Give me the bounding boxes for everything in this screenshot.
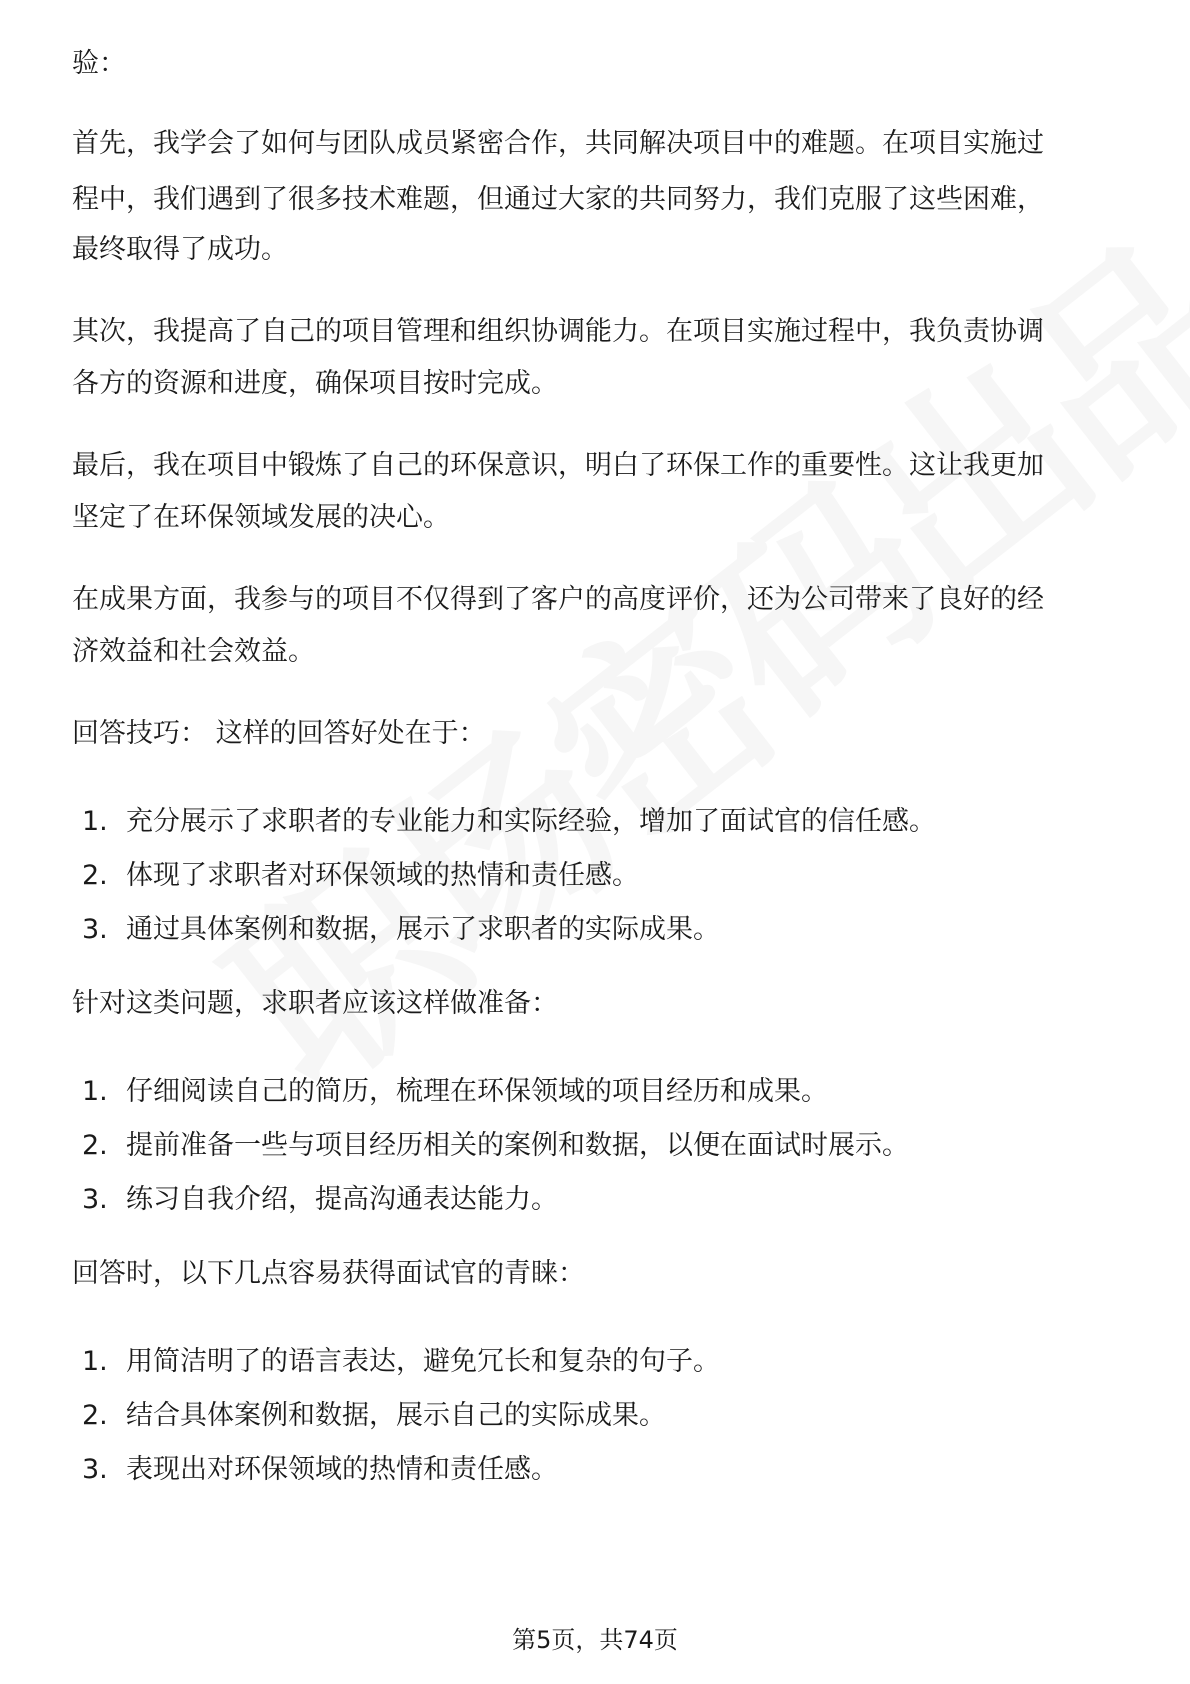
list-text: 用简洁明了的语言表达，避免冗长和复杂的句子。 (126, 1346, 720, 1377)
list-number: 2. (82, 860, 108, 891)
list-number: 1. (82, 806, 108, 837)
paragraph-line: 最后，我在项目中锻炼了自己的环保意识，明白了环保工作的重要性。这让我更加 (72, 450, 1044, 481)
list-number: 3. (82, 914, 108, 945)
list-text: 体现了求职者对环保领域的热情和责任感。 (126, 860, 639, 891)
list-number: 2. (82, 1400, 108, 1431)
paragraph-line: 在成果方面，我参与的项目不仅得到了客户的高度评价，还为公司带来了良好的经 (72, 584, 1044, 615)
list-item (82, 856, 1118, 896)
list-text: 结合具体案例和数据，展示自己的实际成果。 (126, 1400, 666, 1431)
section-heading: 针对这类问题，求职者应该这样做准备： (72, 988, 558, 1019)
paragraph-line: 济效益和社会效益。 (72, 636, 315, 667)
list-item (82, 1126, 1118, 1166)
list-text: 提前准备一些与项目经历相关的案例和数据，以便在面试时展示。 (126, 1130, 909, 1161)
paragraph-line: 验： (72, 48, 126, 79)
list-text: 表现出对环保领域的热情和责任感。 (126, 1454, 558, 1485)
list-text: 充分展示了求职者的专业能力和实际经验，增加了面试官的信任感。 (126, 806, 936, 837)
list-number: 1. (82, 1076, 108, 1107)
paragraph-line: 各方的资源和进度，确保项目按时完成。 (72, 368, 558, 399)
list-text: 仔细阅读自己的简历，梳理在环保领域的项目经历和成果。 (126, 1076, 828, 1107)
list-text: 通过具体案例和数据，展示了求职者的实际成果。 (126, 914, 720, 945)
paragraph-line: 程中，我们遇到了很多技术难题，但通过大家的共同努力，我们克服了这些困难， (72, 184, 1044, 215)
list-number: 3. (82, 1454, 108, 1485)
section-heading: 回答时，以下几点容易获得面试官的青睐： (72, 1258, 585, 1289)
paragraph-line: 坚定了在环保领域发展的决心。 (72, 502, 450, 533)
list-item (82, 1450, 1118, 1490)
section-heading: 回答技巧： 这样的回答好处在于： (72, 718, 486, 749)
list-number: 3. (82, 1184, 108, 1215)
list-item (82, 910, 1118, 950)
page-footer: 第5页，共74页 (512, 1626, 678, 1654)
paragraph-line: 首先，我学会了如何与团队成员紧密合作，共同解决项目中的难题。在项目实施过 (72, 128, 1044, 159)
list-item (82, 1180, 1118, 1220)
paragraph-line: 最终取得了成功。 (72, 234, 288, 265)
list-text: 练习自我介绍，提高沟通表达能力。 (126, 1184, 558, 1215)
paragraph-line: 其次，我提高了自己的项目管理和组织协调能力。在项目实施过程中，我负责协调 (72, 316, 1044, 347)
list-number: 1. (82, 1346, 108, 1377)
list-item (82, 1396, 1118, 1436)
list-item (82, 1342, 1118, 1382)
list-item (82, 1072, 1118, 1112)
list-item (82, 802, 1118, 842)
list-number: 2. (82, 1130, 108, 1161)
